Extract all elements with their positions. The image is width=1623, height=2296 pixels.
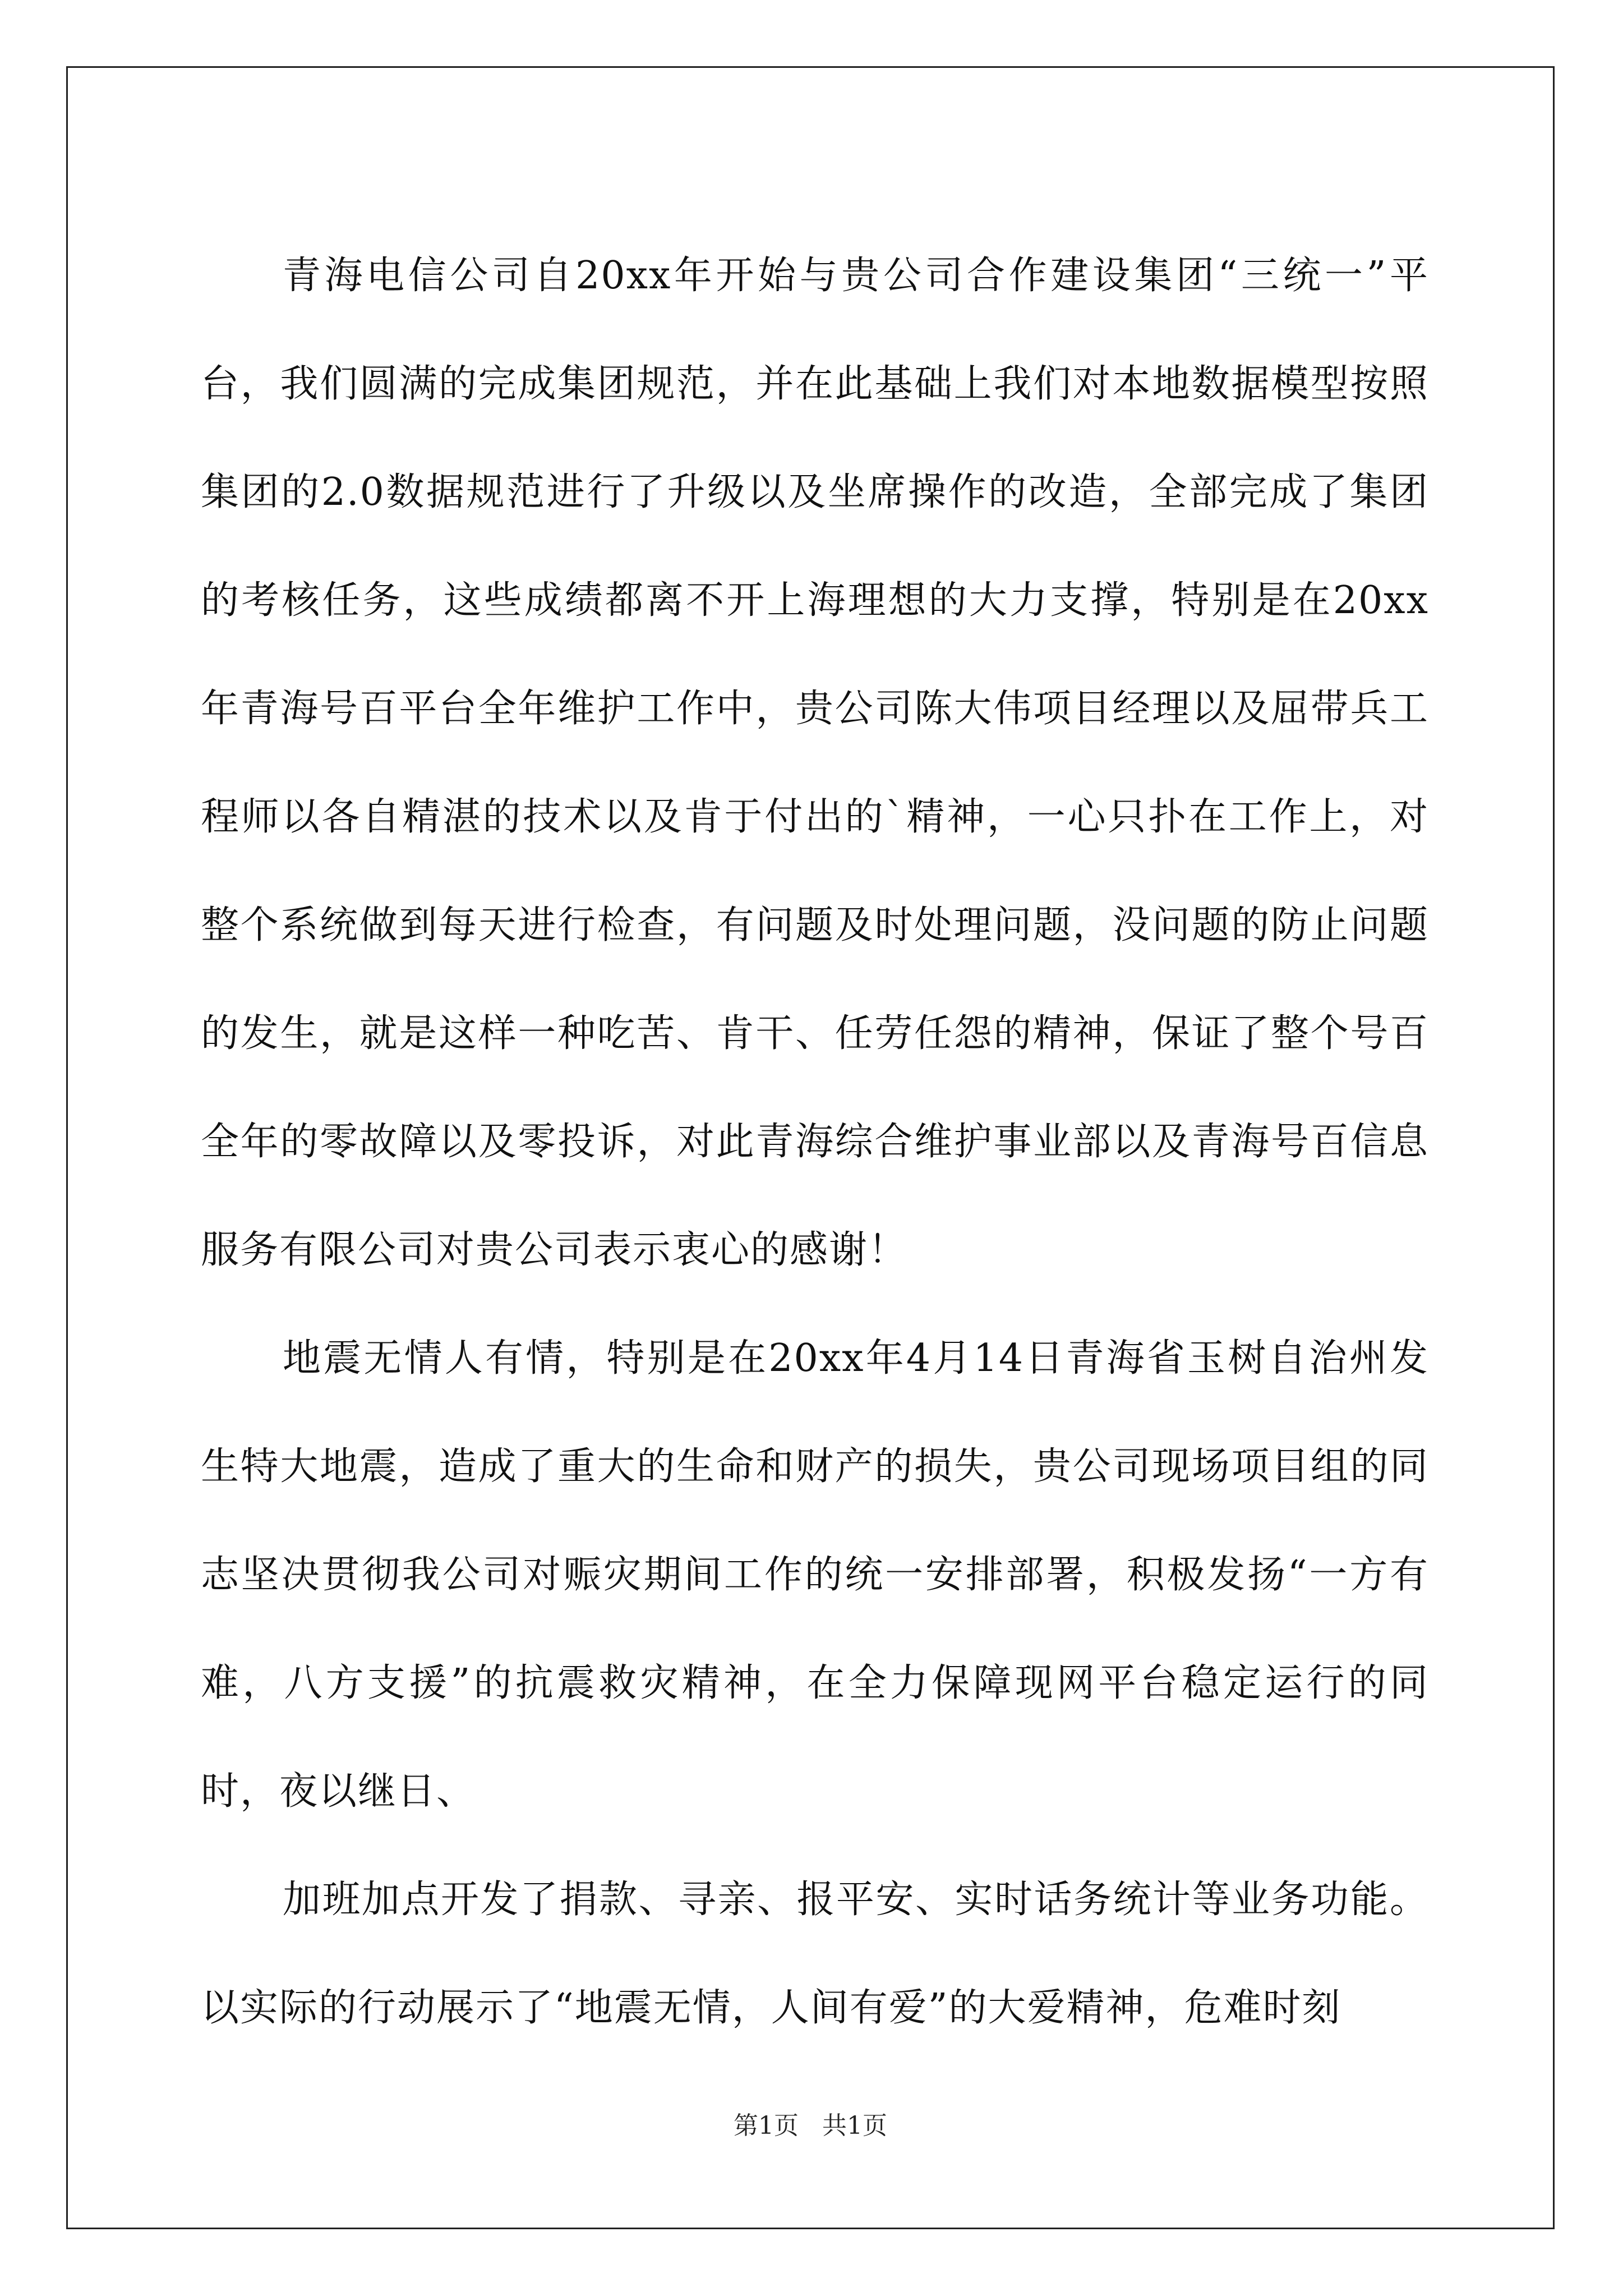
page-number: 第1页	[734, 2111, 799, 2140]
paragraph-1: 青海电信公司自20xx年开始与贵公司合作建设集团“三统一”平台，我们圆满的完成集团规范，并在此基础上我们对本地数据模型按照集团的2.0数据规范进行了升级以及坐席操作的改造，全部完成了集团的考核任务，这些成绩都离不开上海理想的大力支撑，特别是在20xx年青海号百平台全年维护工作中，贵公司陈大伟项目经理以及屈带兵工程师以各自精湛的技术以及肯于付出的`精神，一心只扑在工作上，对整个系统做到每天进行检查，有问题及时处理问题，没问题的防止问题的发生，就是这样一种吃苦、肯干、任劳任怨的精神，保证了整个号百全年的零故障以及零投诉，对此青海综合维护事业部以及青海号百信息服务有限公司对贵公司表示衷心的感谢！	[201, 254, 1429, 1272]
page-total: 共1页	[822, 2111, 887, 2140]
paragraph-2: 地震无情人有情，特别是在20xx年4月14日青海省玉树自治州发生特大地震，造成了重大的生命和财产的损失，贵公司现场项目组的同志坚决贯彻我公司对赈灾期间工作的统一安排部署，积极发扬“一方有难，八方支援”的抗震救灾精神，在全力保障现网平台稳定运行的同时，夜以继日、	[201, 1336, 1429, 1814]
paragraph-3: 加班加点开发了捐款、寻亲、报平安、实时话务统计等业务功能。以实际的行动展示了“地震无情，人间有爱”的大爱精神，危难时刻	[201, 1878, 1429, 2030]
document-body	[201, 222, 1429, 2062]
page-footer	[66, 2109, 1555, 2143]
